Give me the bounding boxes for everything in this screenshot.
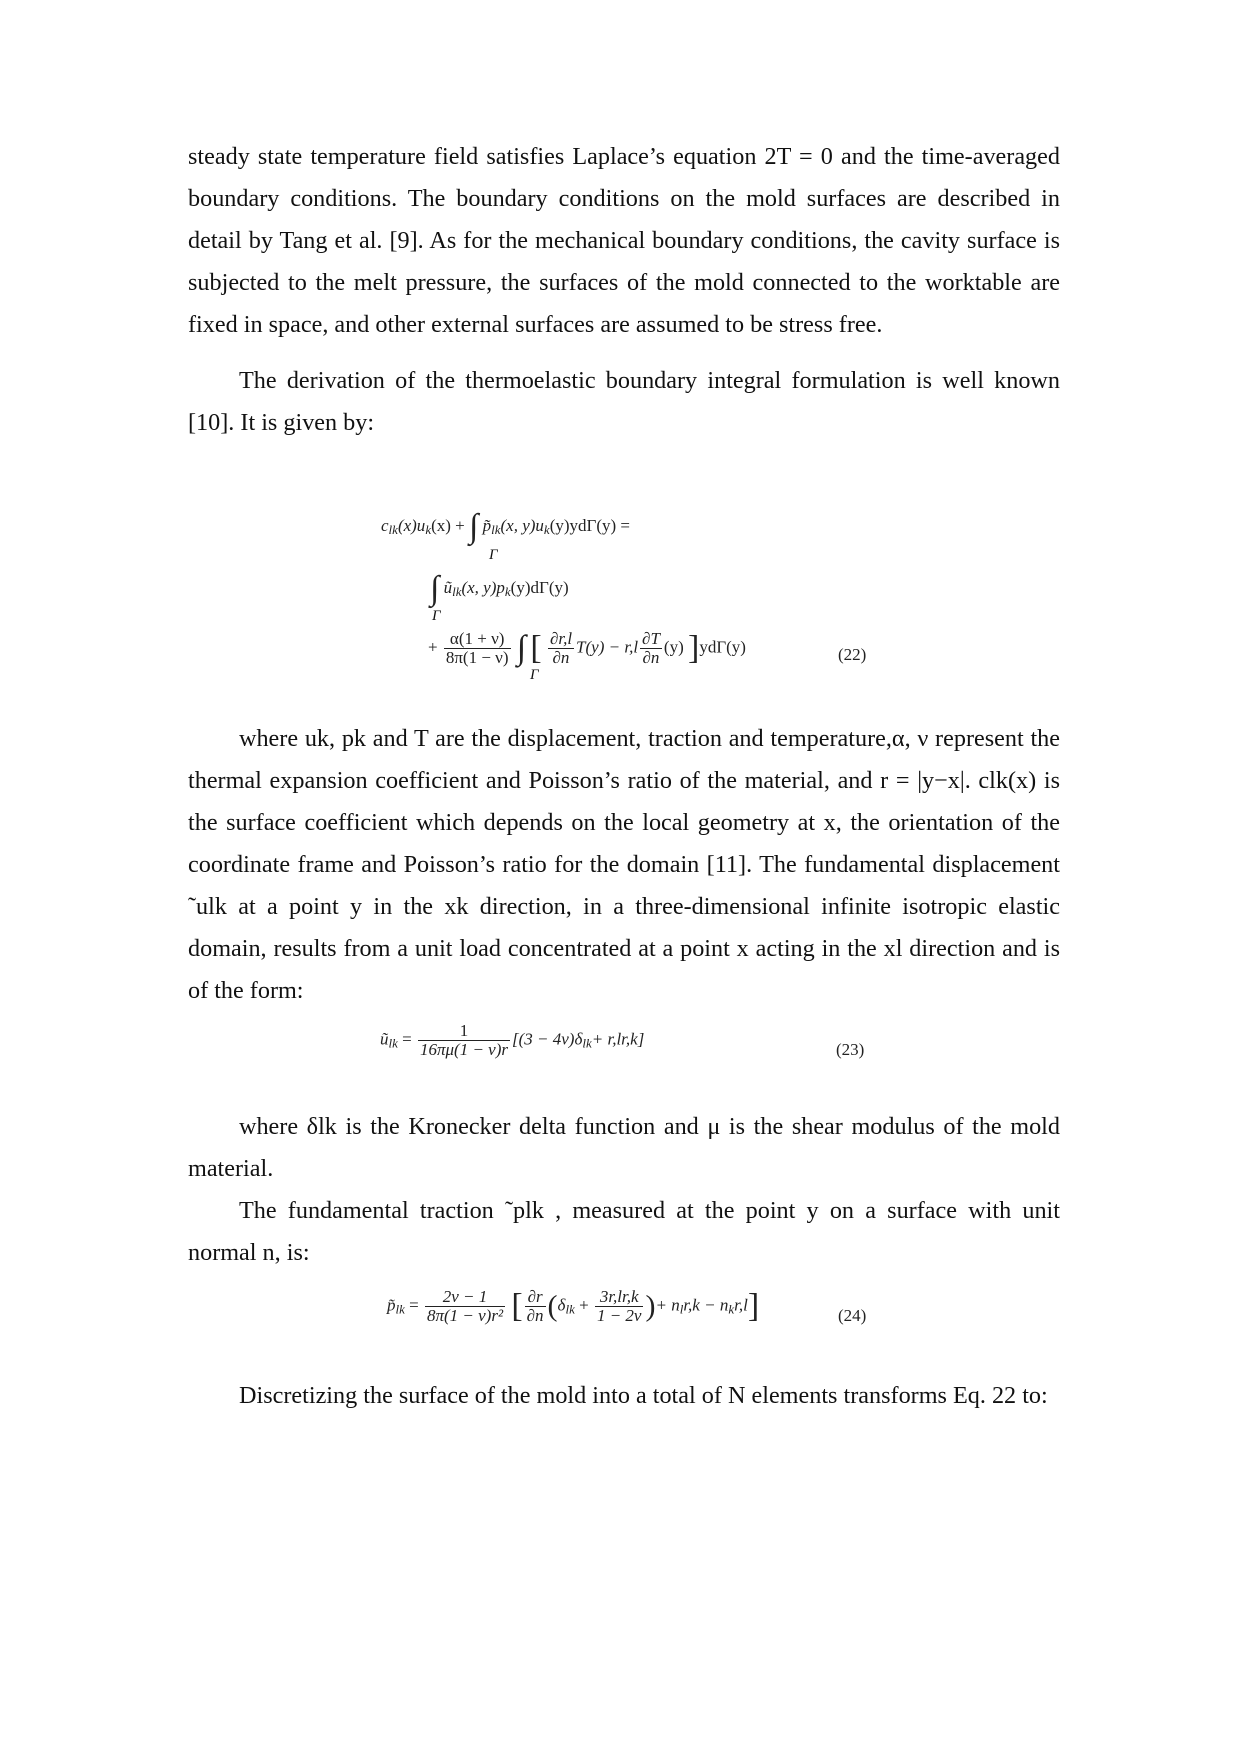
fraction-unit-load: $\frac{1}{16\pi\mu(1 - \nu)r}$ [419,1021,508,1059]
equation-23-body: $ũ_{lk}$ = $\frac{1}{16\pi\mu(1 - \nu)r}$ $[(3 - 4\nu)\delta_{lk}+ r,lr,k]$ [380,1021,645,1059]
gamma-subscript: Γ [530,667,539,683]
integral-sign: ∫ [430,570,440,608]
equation-number-23: (23) [836,1040,865,1059]
integral-sign: ∫ [469,508,479,546]
paragraph-derivation [188,360,1060,444]
integral-sign: ∫ [516,629,527,667]
equation-number-24: (24) [838,1306,867,1325]
paragraph-boundary-conditions [188,136,1060,346]
gamma-subscript: Γ [432,608,441,624]
paragraph-where-uk-pk [188,718,1060,1012]
paragraph-text: The derivation of the thermoelastic boundary integral formulation is well known [10]. It is given by: [188,367,1060,436]
fraction-alpha: $\frac{\alpha(1 + \nu)}{8\pi(1 - \nu)}$ [445,629,509,667]
equation-22-line-2: ∫ $ũ_{lk}(x$, $y)p_k(y)d\Gamma(y)$ [430,570,569,608]
fraction-traction-coef: $\frac{2\nu - 1}{\text{8π(1 − ν)r²}}$ [426,1287,504,1325]
paragraph-text: steady state temperature field satisfies Laplace’s equation 2T = 0 and the time-averaged boundary conditions. The boundary conditions on the mold surfaces are described in detail by Tang et al. [9]. As for the mechanical boundary conditions, the cavity surface is subjected to the melt pressure, the surfaces of the mold connected to the worktable are fixed in space, and other external surfaces are assumed to be stress free. [188,143,1060,338]
paragraph-text: where δlk is the Kronecker delta function and μ is the shear modulus of the mold material. [188,1113,1060,1182]
gamma-subscript: Γ [489,547,498,563]
paragraph-discretizing [188,1375,1060,1417]
paragraph-kronecker [188,1106,1060,1190]
paragraph-text: where uk, pk and T are the displacement, traction and temperature,α, ν represent the thermal expansion coefficient and Poisson’s ratio of the material, and r = |y−x|. clk(x) is the surface coefficient which depends on the local geometry at x, the orientation of the coordinate frame and Poisson’s ratio for the domain [11]. The fundamental displacement ˜ulk at a point y in the xk direction, in a three-dimensional infinite isotropic elastic domain, results from a unit load concentrated at a point x acting in the xl direction and is of the form: [188,725,1060,1004]
fraction-dr: $\frac{\partial r,l}{\partial n}$ [549,629,573,667]
fraction-dT: $\frac{\partial T}{\partial n}$ [642,629,660,667]
equation-number-22: (22) [838,645,867,664]
paragraph-fundamental-traction [188,1190,1060,1274]
fraction-dr-dn: $\frac{\partial r}{\partial n}$ [526,1287,544,1325]
equation-22-line-1: $c_{lk}(x)u_k(x)$ + ∫ $p̃_{lk}(x$, $y)u_k(y)yd\Gamma(y)$ = [381,508,630,546]
equation-22-line-3: + $\frac{\alpha(1 + \nu)}{8\pi(1 - \nu)}$ ∫ [ $\frac{\partial r,l}{\partial n}$ T(y) − r,l $\frac{\partial T}{\partial n}$ (y) ]ydΓ(y) [428,629,746,667]
paragraph-text: The fundamental traction ˜plk , measured at the point y on a surface with unit normal n, is: [188,1197,1060,1266]
paragraph-text: Discretizing the surface of the mold into a total of N elements transforms Eq. 22 to: [239,1382,1048,1409]
fraction-inner: $\frac{3r,lr,k}{1 - 2\nu}$ [596,1287,642,1325]
equation-24-body: $p̃_{lk}$ = $\frac{2\nu - 1}{\text{8π(1 − ν)r²}}$ [ $\frac{\partial r}{\partial n}$ ($\delta_{lk}$ + $\frac{3r,lr,k}{1 - 2\nu}$ )+ $n_lr,k - n_kr,l$] [387,1287,760,1325]
